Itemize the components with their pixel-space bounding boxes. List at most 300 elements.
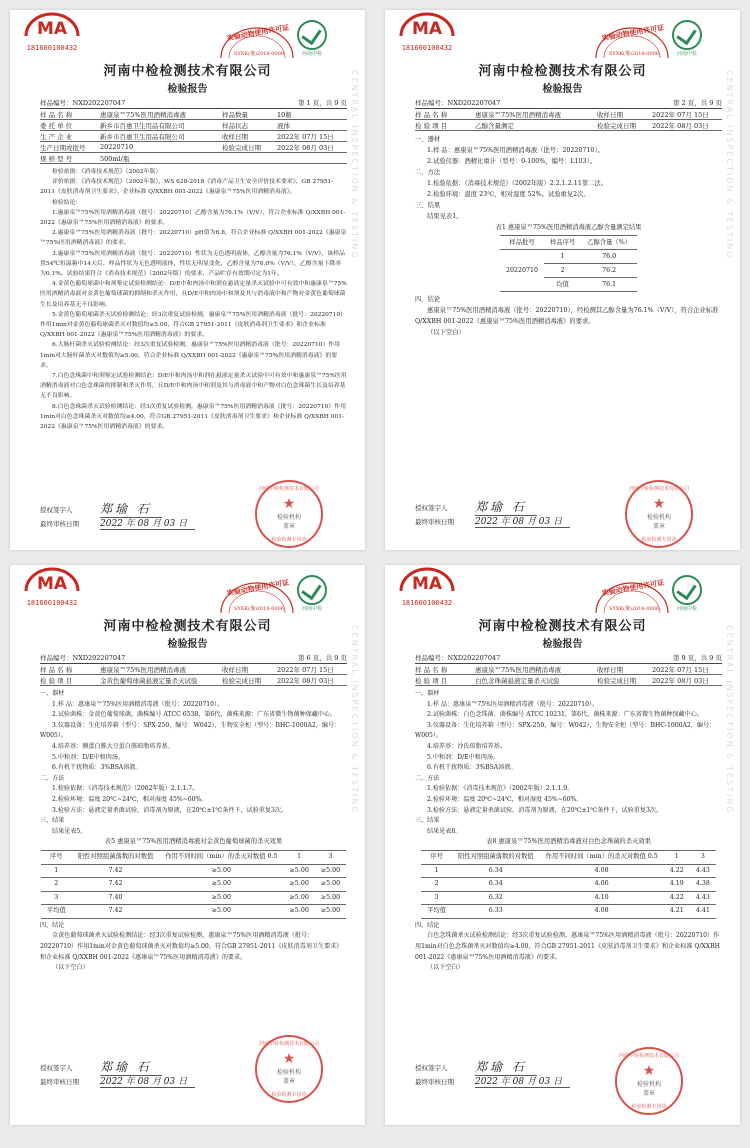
info-label: 规 格 型 号: [40, 154, 73, 163]
cma-logo: [397, 10, 457, 50]
info-row: [40, 131, 347, 142]
table-header: 1: [284, 850, 315, 864]
stamp-sub: 盖章: [282, 523, 295, 530]
final-date-value: 2022 年 08 月 03 日: [100, 516, 195, 530]
paragraph: 结果见表1。: [427, 213, 463, 220]
report-body: [40, 689, 347, 974]
table-row: [41, 864, 346, 878]
license-seal-number: SYXK(豫)2018-0006: [233, 606, 285, 612]
stamp-label: 检验机构: [276, 514, 301, 521]
table-row: [421, 891, 716, 905]
table-cell: ≥5.00: [159, 891, 283, 905]
paragraph: 7.白色念珠菌中和剂鉴定试验检测结论：D/E中和肉汤中和剂在悬液定量杀灭试验中可有效中和惠康泉™75%医用酒精消毒液对白色念珠菌的抑制和杀灭作用，且D/E中和肉汤中和剂及其与消毒液中和产物对白色念珠菌生长及培养基无不良影响。: [40, 373, 347, 400]
lab-logo-icon: [297, 20, 327, 50]
paragraph: 白色念珠菌杀灭试验检测结论：经3次重复试验检测，惠康泉™75%医用酒精消毒液（批号：20220710）作用1min对白色念珠菌杀灭对数值均≥4.00，符合GB 27951-2011《皮肤消毒剂卫生要求》和企业标准 Q/XXBH 001-2022《惠康泉™75%医用酒精消毒液》的要求。: [415, 932, 720, 961]
section-heading: 三、结果: [415, 202, 441, 209]
table-cell: 7.42: [72, 864, 160, 878]
table-cell: 4.43: [690, 864, 716, 878]
report-title: 检验报告: [167, 639, 208, 650]
sample-number: 样品编号：NXD202207047: [415, 99, 501, 107]
cma-number: 181600100432: [401, 599, 453, 607]
stamp-star-icon: ★: [282, 1051, 296, 1067]
table-cell: 3: [41, 891, 72, 905]
report-header: [10, 10, 365, 96]
stamp-ring-bottom: 检验检测专用章: [631, 1104, 667, 1110]
sample-info-table: [415, 663, 722, 686]
paragraph: 检验结论：: [52, 199, 82, 206]
paragraph: 1.检验依据：《消毒技术规范》（2002年版）2.2.1.2.11第二法。: [427, 180, 608, 187]
section-heading: 一、器材: [40, 690, 65, 697]
info-row: [415, 675, 722, 686]
table-cell: 平均值: [421, 905, 452, 919]
info-value: 2022年 07月 15日: [652, 665, 709, 674]
stamp-sub: 盖章: [652, 523, 665, 530]
table-header-row: [500, 236, 637, 250]
info-row: [415, 120, 722, 131]
info-label: 委 托 单 位: [40, 121, 73, 130]
info-row: [40, 664, 347, 675]
lab-logo-caption: 河南中检: [301, 51, 322, 57]
info-value: 惠康泉™75%医用酒精消毒液: [475, 665, 561, 674]
results-table: [500, 235, 637, 292]
table-row: [421, 864, 716, 878]
table-cell: ≥5.00: [315, 864, 346, 878]
table-cell: 4.38: [690, 878, 716, 892]
info-row: [40, 153, 347, 164]
license-seal: [590, 573, 674, 617]
official-stamp: [255, 1035, 323, 1103]
info-row: [415, 109, 722, 120]
table-header: 作用不同时间（min）的杀灭对数值 0.5: [540, 850, 664, 864]
table-cell: ≥5.00: [315, 905, 346, 919]
stamp-label: 检验机构: [276, 1069, 301, 1076]
sample-line: [415, 653, 722, 662]
info-value: 乙醇含量测定: [475, 121, 514, 130]
page-number: 第 6 页，共 9 页: [297, 654, 347, 662]
paragraph: 1.惠康泉™75%医用酒精消毒液（批号：20220710）乙醇含量为76.1%（V/V），符合企业标准 Q/XXBH 001-2022《惠康泉™75%医用酒精消毒液》的要求。: [40, 209, 346, 227]
license-seal: [590, 18, 674, 62]
lab-logo-icon: [297, 575, 327, 605]
table-cell: 4.21: [664, 905, 690, 919]
paragraph: （以下空白）: [427, 329, 465, 336]
sample-line: [40, 653, 347, 662]
table-cell: 4.41: [690, 905, 716, 919]
lab-logo-icon: [672, 20, 702, 50]
report-header: [385, 565, 740, 651]
paragraph: 2.检验环境：温度 20℃~24℃，相对湿度 45%~60%。: [52, 795, 208, 803]
table-cell: ≥5.00: [284, 891, 315, 905]
table-header: 样品批号: [500, 236, 544, 250]
paragraph: 5.中和剂：D/E中和肉汤。: [427, 753, 500, 761]
info-label: 收样日期: [222, 665, 248, 674]
info-row: [40, 120, 347, 131]
table-cell: 均值: [544, 278, 581, 292]
table-cell: ≥5.00: [159, 905, 283, 919]
info-value: 2022年 07月 15日: [277, 132, 334, 141]
table-cell: 7.42: [72, 905, 160, 919]
table-cell: 7.40: [72, 891, 160, 905]
stamp-ring-text: 河南中检检测技术有限公司: [619, 1053, 680, 1059]
stamp-ring-bottom: 检验检测专用章: [641, 537, 677, 543]
info-label: 检 验 项 目: [415, 676, 448, 685]
table-cell: 7.42: [72, 878, 160, 892]
paragraph: 3.仪器设备：生化培养箱（型号：SPX-250，编号：W042），生物安全柜（型号：BHC-1000A2，编号：W005）。: [40, 721, 341, 740]
info-value: 金黄色葡萄球菌悬液定量杀灭试验: [100, 676, 198, 685]
report-page-2: [385, 10, 740, 550]
table-cell: ≥5.00: [284, 905, 315, 919]
stamp-sub: 盖章: [642, 1090, 655, 1097]
paragraph: 1.样 品：惠康泉™75%医用酒精消毒液（批号：20220710）。: [52, 700, 224, 708]
table-header: 阳性对照组菌落数的对数值: [72, 850, 160, 864]
cma-number: 181600100432: [26, 44, 78, 52]
table-cell: 20220710: [500, 250, 544, 292]
report-header: [10, 565, 365, 651]
info-label: 检验完成日期: [597, 121, 636, 130]
info-value: 20220710: [100, 143, 134, 151]
table-row: [421, 905, 716, 919]
table-cell: 2: [544, 264, 581, 278]
paragraph: 3.检验方法：悬液定量杀菌试验，消毒剂为原液，在20℃±1℃条件下，试验重复3次。: [427, 806, 663, 814]
table-cell: 平均值: [41, 905, 72, 919]
info-value: 新乡市百惠卫生用品有限公司: [100, 132, 185, 141]
report-body: [40, 167, 347, 432]
cma-number: 181600100432: [401, 44, 453, 52]
table-cell: 1: [421, 864, 452, 878]
paragraph: 4.培养基：胰蛋白胨大豆蛋白胨琼脂培养基。: [52, 742, 174, 750]
section-heading: 二、方法: [40, 774, 65, 782]
paragraph: 检验依据：《消毒技术规范》（2002年版）: [52, 169, 162, 175]
paragraph: 惠康泉™75%医用酒精消毒液（批号：20220710），经检测其乙醇含量为76.1%（V/V），符合企业标准 Q/XXBH 001-2022《惠康泉™75%医用酒精消毒液》的要求。: [415, 307, 719, 325]
info-value: 2022年 08月 03日: [277, 676, 334, 685]
paragraph: 4.金黄色葡萄球菌中和剂鉴定试验检测结论：D/E中和肉汤中和剂在悬液定量杀灭试验中可有效中和惠康泉™75%医用酒精消毒液对金黄色葡萄球菌的抑制和杀灭作用，且D/E中和肉汤中和剂及其与消毒液中和产物对金黄色葡萄球菌生长及培养基无不良影响。: [40, 281, 347, 308]
info-label: 检验完成日期: [597, 676, 636, 685]
report-title: 检验报告: [542, 84, 583, 95]
info-value: 500ml/瓶: [100, 154, 130, 163]
table-header: 阳性对照组菌落数的对数值: [452, 850, 540, 864]
report-title: 检验报告: [542, 639, 583, 650]
section-heading: 四、结论: [415, 921, 440, 929]
page-number: 第 2 页，共 9 页: [672, 99, 722, 107]
paragraph: 5.金黄色葡萄球菌杀灭试验检测结论：经3次重复试验检测，惠康泉™75%医用酒精消毒液（批号：20220710）作用1min对金黄色葡萄球菌杀灭对数值均≥5.00，符合GB 27951-2011《皮肤消毒剂卫生要求》和企业标准 Q/XXBH 001-2022《惠康泉™75%医用酒精消毒液》的要求。: [40, 311, 346, 339]
info-value: 惠康泉™75%医用酒精消毒液: [475, 110, 561, 119]
table-caption: 表5 惠康泉™75%医用酒精消毒液对金黄色葡萄球菌的杀灭效果: [104, 838, 283, 846]
paragraph: 结果见表5。: [52, 827, 87, 835]
table-header: 样品序号: [544, 236, 581, 250]
info-value: 2022年 07月 15日: [652, 110, 709, 119]
table-header: 乙醇含量（%）: [581, 236, 637, 250]
paragraph: （以下空白）: [52, 964, 89, 972]
stamp-label: 检验机构: [646, 514, 671, 521]
table-row: [41, 905, 346, 919]
table-cell: 4.19: [664, 878, 690, 892]
cma-mark-icon: [397, 10, 457, 40]
watermark: CENTRAL INSPECTION & TESTING: [725, 625, 734, 815]
paragraph: 5.中和剂：D/E中和肉汤。: [52, 753, 125, 761]
paragraph: 3.惠康泉™75%医用酒精消毒液（批号：20220710）性状为无色透明液体，乙醇含量为76.1%（V/V），该样品置54℃恒温箱中14天后，样品性状为无色透明液体，性状无明显变化，乙醇含量为76.0%（V/V），乙醇含量下降率为0.1%。试验结果符合《消毒技术规范》（2002年版）的要求，产品贮存有效期可定为1年。: [40, 250, 345, 278]
lab-logo: [297, 575, 327, 613]
sample-number: 样品编号：NXD202207047: [40, 99, 126, 107]
report-body: [415, 689, 722, 974]
stamp-ring-bottom: 检验检测专用章: [271, 537, 307, 543]
table-header: 序号: [41, 850, 72, 864]
table-cell: ≥5.00: [159, 864, 283, 878]
stamp-star-icon: ★: [282, 496, 296, 512]
table-cell: 6.32: [452, 891, 540, 905]
lab-logo-icon: [672, 575, 702, 605]
table-cell: 4.22: [664, 864, 690, 878]
table-cell: 4.43: [690, 891, 716, 905]
org-name: 河南中检检测技术有限公司: [478, 64, 647, 79]
table-row: [41, 891, 346, 905]
table-cell: 6.34: [452, 864, 540, 878]
table-header: 3: [315, 850, 346, 864]
paragraph: （以下空白）: [427, 964, 464, 972]
paragraph: 评价依据：《消毒技术规范》（2002年版）、WS 628-2018《消毒产品卫生安全评价技术要求》、GB 27951-2011《皮肤消毒剂卫生要求》、企业标准 Q/XXBH 001-2022《惠康泉™75%医用酒精消毒液》。: [40, 179, 334, 196]
lab-logo-caption: 河南中检: [301, 606, 322, 612]
watermark: CENTRAL INSPECTION & TESTING: [725, 70, 734, 260]
info-label: 收样日期: [597, 665, 623, 674]
info-value: 10瓶: [277, 110, 292, 119]
section-heading: 四、结论: [415, 296, 441, 303]
table-cell: 76.0: [581, 250, 637, 264]
svg-text:MA: MA: [411, 574, 443, 594]
info-label: 生产日期或批号: [40, 143, 86, 152]
watermark: CENTRAL INSPECTION & TESTING: [350, 70, 359, 260]
table-cell: ≥5.00: [315, 891, 346, 905]
sample-line: [40, 98, 347, 107]
info-row: [40, 675, 347, 686]
table-header-row: [421, 850, 716, 864]
paragraph: 4.培养基：沙氏琼脂培养基。: [427, 742, 506, 750]
table-row: [41, 878, 346, 892]
info-row: [415, 664, 722, 675]
lab-logo-caption: 河南中检: [676, 606, 697, 612]
license-seal-number: SYXK(豫)2018-0006: [608, 51, 660, 57]
org-name: 河南中检检测技术有限公司: [103, 619, 272, 634]
paragraph: 1.样 品：惠康泉™75%医用酒精消毒液（批号：20220710）。: [427, 147, 604, 154]
info-label: 生 产 企 业: [40, 132, 73, 141]
info-label: 样 品 名 称: [40, 110, 73, 119]
table-header: 作用不同时间（min）的杀灭对数值 0.5: [159, 850, 283, 864]
org-name: 河南中检检测技术有限公司: [478, 619, 647, 634]
final-date-value: 2022 年 08 月 03 日: [475, 514, 570, 528]
section-heading: 一、器材: [415, 136, 441, 143]
final-date-value: 2022 年 08 月 03 日: [100, 1074, 195, 1088]
info-label: 样 品 名 称: [40, 665, 73, 674]
paragraph: 6.有机干扰物质：3%BSA溶液。: [427, 764, 517, 772]
cma-mark-icon: [22, 10, 82, 40]
table-cell: 2: [41, 878, 72, 892]
sample-info-table: [415, 108, 722, 131]
table-header: 3: [690, 850, 716, 864]
cma-logo: [397, 565, 457, 605]
license-seal: [215, 573, 299, 617]
report-page-6: [10, 565, 365, 1125]
info-label: 检验完成日期: [222, 143, 261, 152]
page-number: 第 1 页，共 9 页: [297, 99, 347, 107]
license-seal-text: 实验动物使用许可证: [601, 22, 665, 43]
svg-text:MA: MA: [36, 19, 68, 39]
table-cell: 4.22: [664, 891, 690, 905]
info-value: 新乡市百惠卫生用品有限公司: [100, 121, 185, 130]
info-label: 检验完成日期: [222, 676, 261, 685]
table-cell: 6.33: [452, 905, 540, 919]
sample-line: [415, 98, 722, 107]
stamp-sub: 盖章: [282, 1078, 295, 1085]
table-cell: 4.06: [540, 878, 664, 892]
final-date-value: 2022 年 08 月 03 日: [475, 1074, 570, 1088]
lab-logo: [672, 575, 702, 613]
section-heading: 三、结果: [415, 817, 440, 825]
info-label: 检 验 项 目: [415, 121, 448, 130]
info-value: 2022年 08月 03日: [652, 121, 709, 130]
signer-label: 授权签字人: [40, 505, 73, 514]
table-cell: ≥5.00: [284, 864, 315, 878]
cma-mark-icon: [22, 565, 82, 595]
paragraph: 6.有机干扰物质：3%BSA溶液。: [52, 764, 142, 772]
official-stamp: [625, 480, 693, 548]
results-table: [421, 850, 716, 919]
signer-label: 授权签字人: [40, 1063, 73, 1072]
info-label: 样品数量: [222, 110, 248, 119]
license-seal-number: SYXK(豫)2018-0006: [608, 606, 660, 612]
info-label: 收样日期: [222, 132, 248, 141]
table-cell: 4.10: [540, 891, 664, 905]
table-cell: 4.08: [540, 864, 664, 878]
watermark: CENTRAL INSPECTION & TESTING: [350, 625, 359, 815]
paragraph: 金黄色葡萄球菌杀灭试验检测结论：经3次重复试验检测，惠康泉™75%医用酒精消毒液（批号：20220710）作用1min对金黄色葡萄球菌杀灭对数值均≥5.00，符合GB 27951-2011《皮肤消毒剂卫生要求》和企业标准 Q/XXBH 001-2022《惠康泉™75%医用酒精消毒液》的要求。: [40, 932, 343, 961]
paragraph: 3.仪器设备：生化培养箱（型号：SPX-250，编号：W042），生物安全柜（型号：BHC-1000A2，编号：W005）。: [415, 721, 716, 740]
table-cell: 3: [421, 891, 452, 905]
sample-info-table: [40, 663, 347, 686]
lab-logo: [297, 20, 327, 58]
cma-mark-icon: [397, 565, 457, 595]
lab-logo-caption: 河南中检: [676, 51, 697, 57]
stamp-label: 检验机构: [636, 1081, 661, 1088]
license-seal-text: 实验动物使用许可证: [226, 22, 290, 43]
final-date-label: 最终审核日期: [415, 517, 454, 526]
lab-logo: [672, 20, 702, 58]
section-heading: 二、方法: [415, 169, 441, 176]
table-header: 1: [664, 850, 690, 864]
section-heading: 一、器材: [415, 690, 440, 697]
paragraph: 8.白色念珠菌杀灭试验检测结论：经3次重复试验检测，惠康泉™75%医用酒精消毒液（批号：20220710）作用1min对白色念珠菌杀灭对数值均≥4.00，符合GB 27951-2011《皮肤消毒剂卫生要求》和企业标准 Q/XXBH 001-2022《惠康泉™75%医用酒精消毒液》的要求。: [40, 403, 346, 431]
table-cell: 1: [41, 864, 72, 878]
report-page-9: [385, 565, 740, 1125]
paragraph: 6.大肠杆菌杀灭试验检测结论：经3次重复试验检测，惠康泉™75%医用酒精消毒液（批号：20220710）作用1min对大肠杆菌杀灭对数值均≥5.00，符合企业标准 Q/XXBH 001-2022《惠康泉™75%医用酒精消毒液》的要求。: [40, 342, 341, 369]
cma-number: 181600100432: [26, 599, 78, 607]
page-number: 第 9 页，共 9 页: [672, 654, 722, 662]
info-value: 2022年 08月 03日: [277, 143, 334, 152]
info-label: 样 品 名 称: [415, 665, 448, 674]
stamp-star-icon: ★: [642, 1063, 656, 1079]
stamp-ring-bottom: 检验检测专用章: [271, 1092, 307, 1098]
signer-label: 授权签字人: [415, 1063, 448, 1072]
handwritten-signature: 郑瑜 石: [100, 500, 162, 518]
stamp-star-icon: ★: [652, 496, 666, 512]
results-table: [41, 850, 346, 919]
sample-number: 样品编号：NXD202207047: [40, 654, 126, 662]
info-label: 样 品 名 称: [415, 110, 448, 119]
report-body: [415, 134, 722, 338]
license-seal-number: SYXK(豫)2018-0006: [233, 51, 285, 57]
info-value: 液体: [277, 121, 290, 130]
table-row: [421, 878, 716, 892]
table-caption: 表8 惠康泉™75%医用酒精消毒液对白色念珠菌的杀灭效果: [486, 838, 651, 846]
org-name: 河南中检检测技术有限公司: [103, 64, 272, 79]
info-value: 白色念珠菌悬液定量杀灭试验: [475, 676, 560, 685]
official-stamp: [255, 480, 323, 548]
table-cell: 2: [421, 878, 452, 892]
table-row: [500, 250, 637, 264]
table-cell: 76.1: [581, 278, 637, 292]
final-date-label: 最终审核日期: [40, 519, 79, 528]
paragraph: 2.试验菌株：金黄色葡萄球菌，菌株编号 ATCC 6538，第6代，菌株来源：广东省微生物菌种保藏中心。: [52, 711, 337, 719]
info-value: 惠康泉™75%医用酒精消毒液: [100, 665, 186, 674]
section-heading: 四、结论: [40, 921, 65, 929]
final-date-label: 最终审核日期: [40, 1077, 79, 1086]
info-value: 惠康泉™75%医用酒精消毒液: [100, 110, 186, 119]
handwritten-signature: 郑瑜 石: [100, 1058, 162, 1076]
cma-logo: [22, 10, 82, 50]
svg-text:MA: MA: [411, 19, 443, 39]
sample-info-table: [40, 108, 347, 164]
paragraph: 结果见表8。: [427, 827, 462, 835]
paragraph: 2.检验环境：温度 20℃~24℃，相对湿度 45%~60%。: [427, 795, 583, 803]
info-label: 检 验 项 目: [40, 676, 73, 685]
svg-text:MA: MA: [36, 574, 68, 594]
paragraph: 3.检验方法：悬液定量杀菌试验，消毒剂为原液，在20℃±1℃条件下，试验重复3次。: [52, 806, 288, 814]
paragraph: 2.检验环境：温度 23℃，相对湿度 52%。试验重复2次。: [427, 191, 590, 198]
paragraph: 1.检验依据：《消毒技术规范》（2002年版）2.1.1.9。: [427, 785, 574, 793]
paragraph: 1.检验依据：《消毒技术规范》（2002年版）2.1.1.7。: [52, 785, 199, 793]
info-value: 2022年 08月 03日: [652, 676, 709, 685]
stamp-ring-text: 河南中检检测技术有限公司: [259, 486, 320, 492]
paragraph: 2.试验菌株：白色念珠菌，菌株编号 ATCC 10231，第6代，菌株来源：广东省微生物菌种保藏中心。: [427, 711, 703, 719]
table-caption: 表1 惠康泉™75%医用酒精消毒液乙醇含量测定结果: [495, 224, 642, 231]
table-cell: ≥5.00: [315, 878, 346, 892]
table-cell: 1: [544, 250, 581, 264]
section-heading: 二、方法: [415, 774, 440, 782]
paragraph: 2.试验仪器：酒精比重计（型号：0-100%，编号：L103）。: [427, 158, 597, 165]
official-stamp: [615, 1047, 683, 1115]
info-row: [40, 142, 347, 153]
table-cell: ≥5.00: [284, 878, 315, 892]
info-value: 2022年 07月 15日: [277, 665, 334, 674]
report-title: 检验报告: [167, 84, 208, 95]
table-cell: 6.34: [452, 878, 540, 892]
stamp-ring-text: 河南中检检测技术有限公司: [629, 486, 690, 492]
report-header: [385, 10, 740, 96]
handwritten-signature: 郑瑜 石: [475, 1058, 537, 1076]
paragraph: 2.惠康泉™75%医用酒精消毒液（批号：20220710）pH值为6.8，符合企业标准 Q/XXBH 001-2022《惠康泉™75%医用酒精消毒液》的要求。: [40, 230, 347, 247]
table-header: 序号: [421, 850, 452, 864]
signer-label: 授权签字人: [415, 503, 448, 512]
cma-logo: [22, 565, 82, 605]
stamp-ring-text: 河南中检检测技术有限公司: [259, 1041, 320, 1047]
section-heading: 三、结果: [40, 817, 65, 825]
info-row: [40, 109, 347, 120]
table-cell: 4.08: [540, 905, 664, 919]
license-seal-text: 实验动物使用许可证: [601, 577, 665, 598]
table-cell: 76.2: [581, 264, 637, 278]
table-header-row: [41, 850, 346, 864]
table-cell: ≥5.00: [159, 878, 283, 892]
handwritten-signature: 郑瑜 石: [475, 498, 537, 516]
paragraph: 1.样 品：惠康泉™75%医用酒精消毒液（批号：20220710）。: [427, 700, 599, 708]
license-seal-text: 实验动物使用许可证: [226, 577, 290, 598]
info-label: 收样日期: [597, 110, 623, 119]
